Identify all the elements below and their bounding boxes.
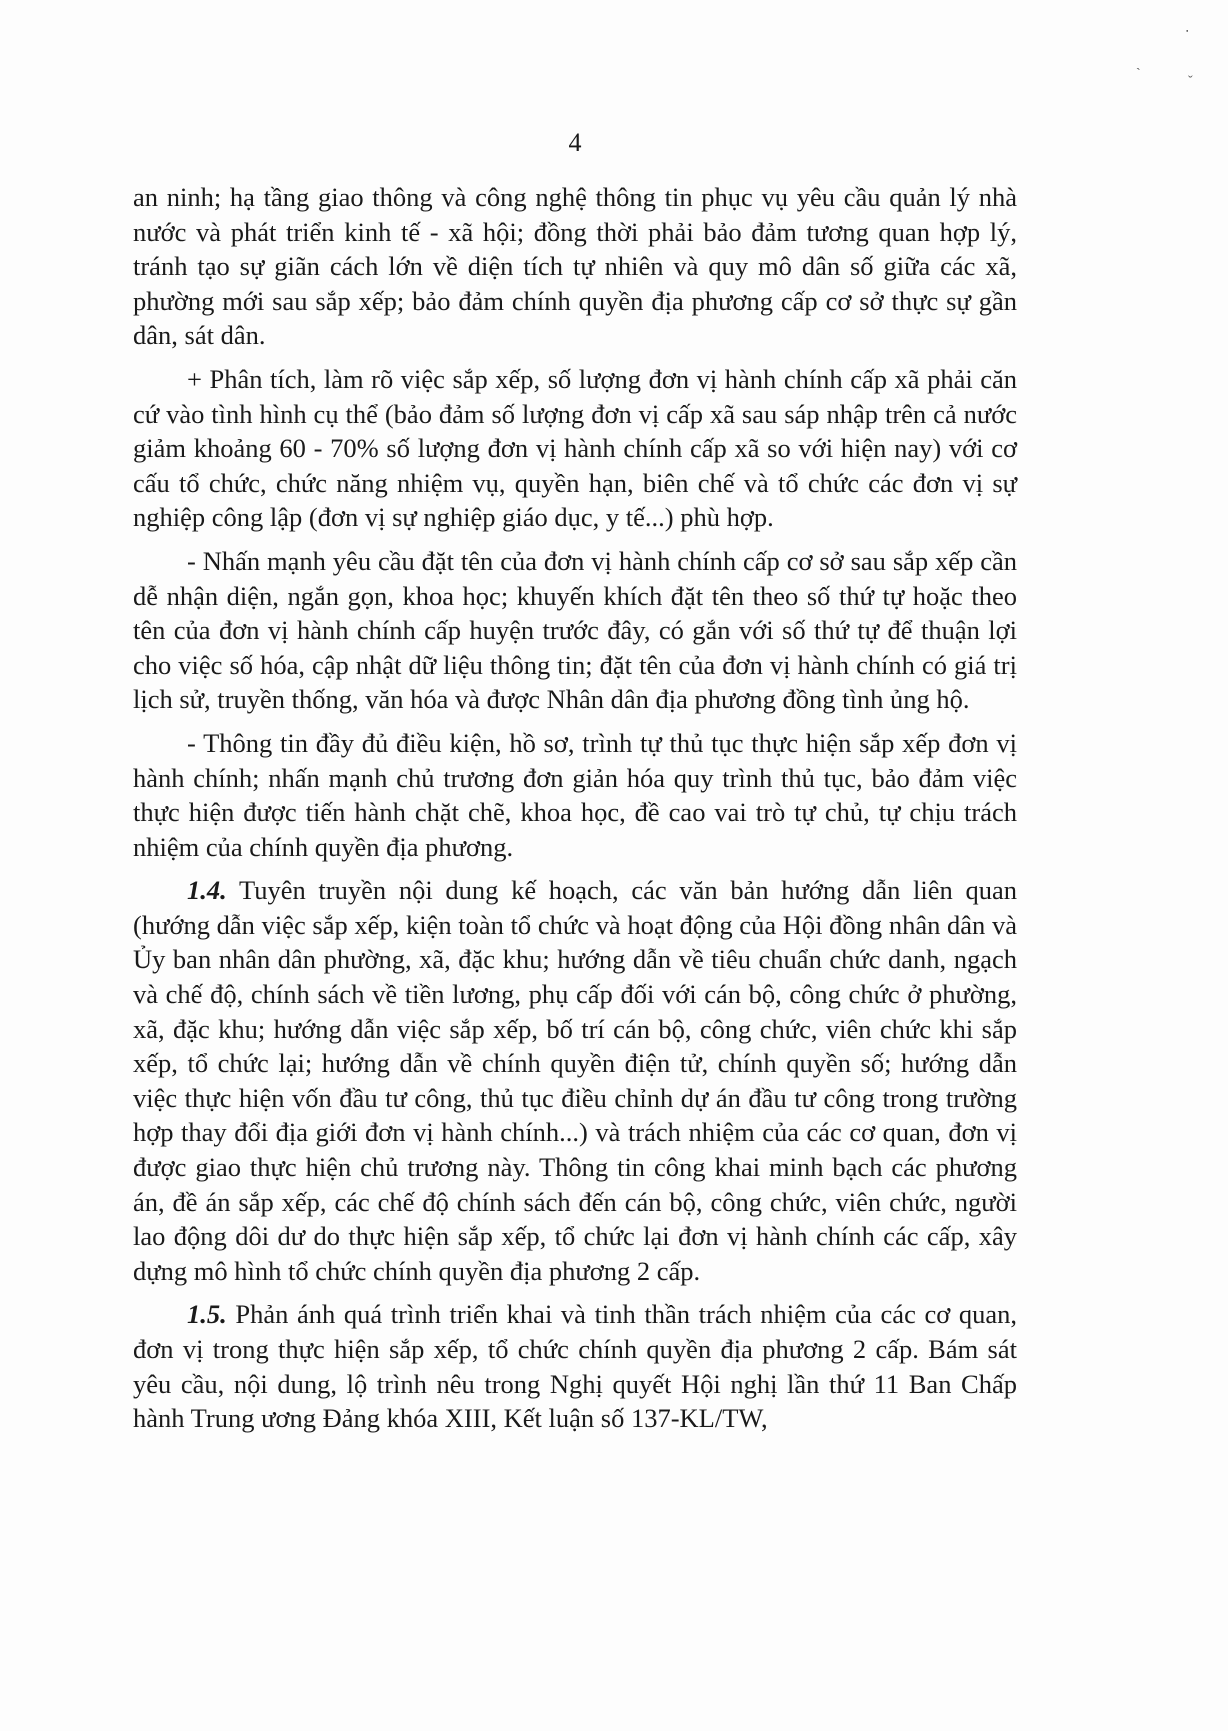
paragraph-section-1-5: 1.5. Phản ánh quá trình triển khai và tinh thần trách nhiệm của các cơ quan, đơn vị trong thực hiện sắp xếp, tổ chức chính quyền địa phương 2 cấp. Bám sát yêu cầu, nội dung, lộ trình nêu trong Nghị quyết Hội nghị lần thứ 11 Ban Chấp hành Trung ương Đảng khóa XIII, Kết luận số 137-KL/TW, [133, 1299, 1018, 1434]
paragraph-continuation: an ninh; hạ tầng giao thông và công nghệ thông tin phục vụ yêu cầu quản lý nhà nước và phát triển kinh tế - xã hội; đồng thời phải bảo đảm tương quan hợp lý, tránh tạo sự giãn cách lớn về diện tích tự nhiên và quy mô dân số giữa các xã, phường mới sau sắp xếp; bảo đảm chính quyền địa phương cấp cơ sở thực sự gần dân, sát dân. [133, 182, 1017, 351]
paragraph-naming: - Nhấn mạnh yêu cầu đặt tên của đơn vị hành chính cấp cơ sở sau sắp xếp cần dễ nhận diện, ngắn gọn, khoa học; khuyến khích đặt tên theo số thứ tự hoặc theo tên của đơn vị hành chính cấp huyện trước đây, có gắn với số thứ tự để thuận lợi cho việc số hóa, cập nhật dữ liệu thông tin; đặt tên của đơn vị hành chính có giá trị lịch sử, truyền thống, văn hóa và được Nhân dân địa phương đồng tình ủng hộ. [133, 545, 1017, 715]
page-number: 4 [568, 128, 582, 157]
paragraph-plus-analysis: + Phân tích, làm rõ việc sắp xếp, số lượng đơn vị hành chính cấp xã phải căn cứ vào tình hình cụ thể (bảo đảm số lượng đơn vị cấp xã sau sáp nhập trên cả nước giảm khoảng 60 - 70% số lượng đơn vị hành chính cấp xã so với hiện nay) với cơ cấu tổ chức, chức năng nhiệm vụ, quyền hạn, biên chế và tổ chức các đơn vị sự nghiệp công lập (đơn vị sự nghiệp giáo dục, y tế...) phù hợp. [133, 363, 1017, 533]
scan-speck: ˏ [1136, 56, 1141, 71]
document-body [133, 180, 1017, 1445]
section-number: 1.4. [187, 875, 227, 906]
scan-speck: ˇ [1188, 74, 1193, 89]
paragraph-section-1-4: 1.4. Tuyên truyền nội dung kế hoạch, các văn bản hướng dẫn liên quan (hướng dẫn việc sắp xếp, kiện toàn tổ chức và hoạt động của Hội đồng nhân dân và Ủy ban nhân dân phường, xã, đặc khu; hướng dẫn về tiêu chuẩn chức danh, ngạch và chế độ, chính sách về tiền lương, phụ cấp đối với cán bộ, công chức ở phường, xã, đặc khu; hướng dẫn việc sắp xếp, bố trí cán bộ, công chức, viên chức khi sắp xếp, tổ chức lại; hướng dẫn về chính quyền điện tử, chính quyền số; hướng dẫn việc thực hiện vốn đầu tư công, thủ tục điều chỉnh dự án đầu tư công trong trường hợp thay đổi địa giới đơn vị hành chính...) và trách nhiệm của các cơ quan, đơn vị được giao thực hiện chủ trương này. Thông tin công khai minh bạch các phương án, đề án sắp xếp, các chế độ chính sách đến cán bộ, công chức, viên chức, người lao động dôi dư do thực hiện sắp xếp, tổ chức lại đơn vị hành chính các cấp, xây dựng mô hình tổ chức chính quyền địa phương 2 cấp. [133, 875, 1017, 1286]
paragraph-procedures: - Thông tin đầy đủ điều kiện, hồ sơ, trình tự thủ tục thực hiện sắp xếp đơn vị hành chính; nhấn mạnh chủ trương đơn giản hóa quy trình thủ tục, bảo đảm việc thực hiện được tiến hành chặt chẽ, khoa học, đề cao vai trò tự chủ, tự chịu trách nhiệm của chính quyền địa phương. [133, 727, 1017, 862]
section-number: 1.5. [187, 1299, 227, 1330]
scan-speck: ‧ [1185, 25, 1190, 40]
